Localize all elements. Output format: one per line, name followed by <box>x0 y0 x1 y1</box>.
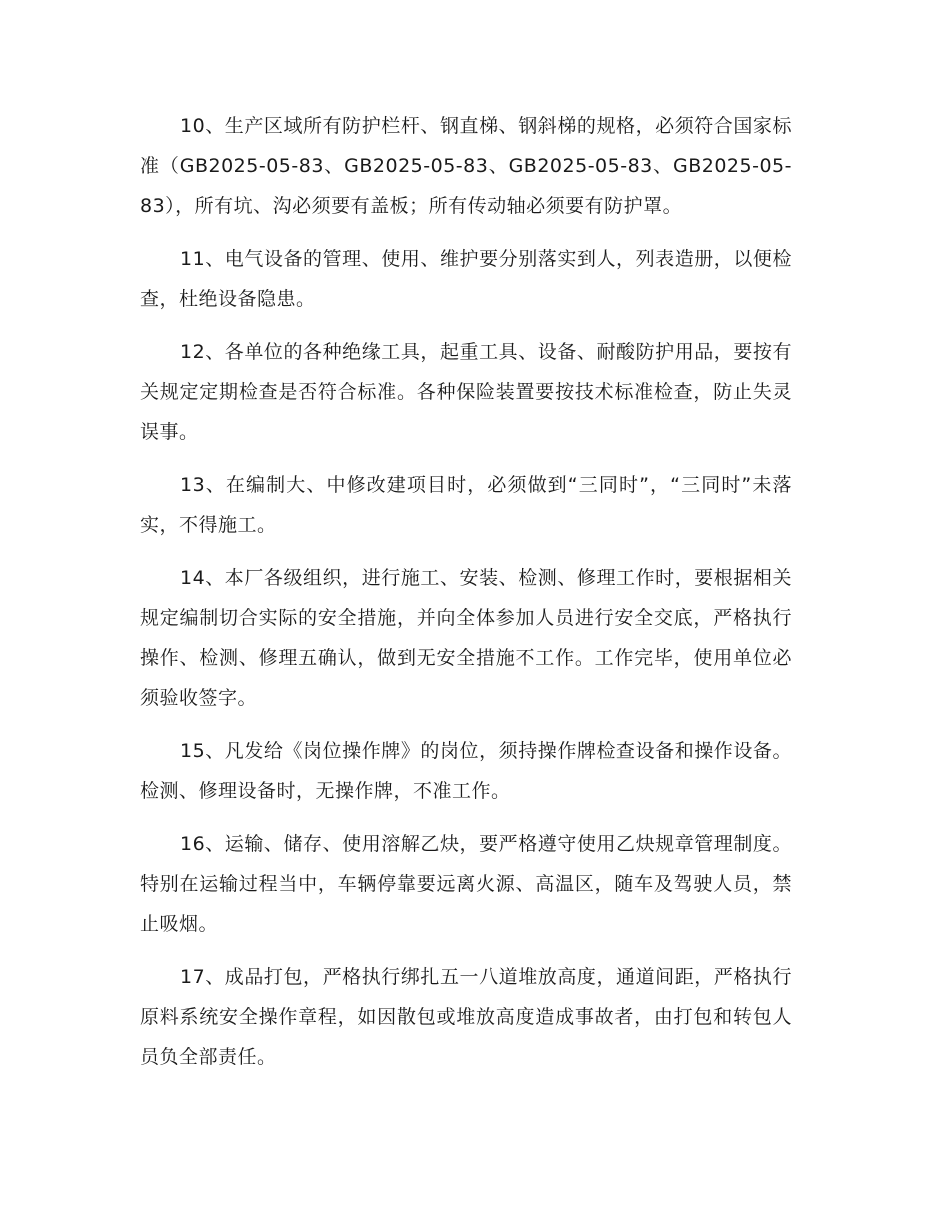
paragraph-12: 12、各单位的各种绝缘工具，起重工具、设备、耐酸防护用品，要按有关规定定期检查是否符合标准。各种保险装置要按技术标准检查，防止失灵误事。 <box>140 341 792 443</box>
paragraph-13: 13、在编制大、中修改建项目时，必须做到“三同时”，“三同时”未落实，不得施工。 <box>140 474 792 536</box>
paragraph-15: 15、凡发给《岗位操作牌》的岗位，须持操作牌检查设备和操作设备。检测、修理设备时，无操作牌，不准工作。 <box>140 740 792 802</box>
paragraph-16: 16、运输、储存、使用溶解乙炔，要严格遵守使用乙炔规章管理制度。特别在运输过程当中，车辆停靠要远离火源、高温区，随车及驾驶人员，禁止吸烟。 <box>140 833 792 935</box>
paragraph-14: 14、本厂各级组织，进行施工、安装、检测、修理工作时，要根据相关规定编制切合实际的安全措施，并向全体参加人员进行安全交底，严格执行操作、检测、修理五确认，做到无安全措施不工作。工作完毕，使用单位必须验收签字。 <box>140 567 792 709</box>
paragraph-11: 11、电气设备的管理、使用、维护要分别落实到人，列表造册，以便检查，杜绝设备隐患。 <box>140 248 792 310</box>
paragraph-17: 17、成品打包，严格执行绑扎五一八道堆放高度，通道间距，严格执行原料系统安全操作章程，如因散包或堆放高度造成事故者，由打包和转包人员负全部责任。 <box>140 966 792 1068</box>
document-body <box>140 106 792 1090</box>
paragraph-10: 10、生产区域所有防护栏杆、钢直梯、钢斜梯的规格，必须符合国家标准（GB2025-05-83、GB2025-05-83、GB2025-05-83、GB2025-05-83），所有坑、沟必须要有盖板；所有传动轴必须要有防护罩。 <box>140 115 792 217</box>
